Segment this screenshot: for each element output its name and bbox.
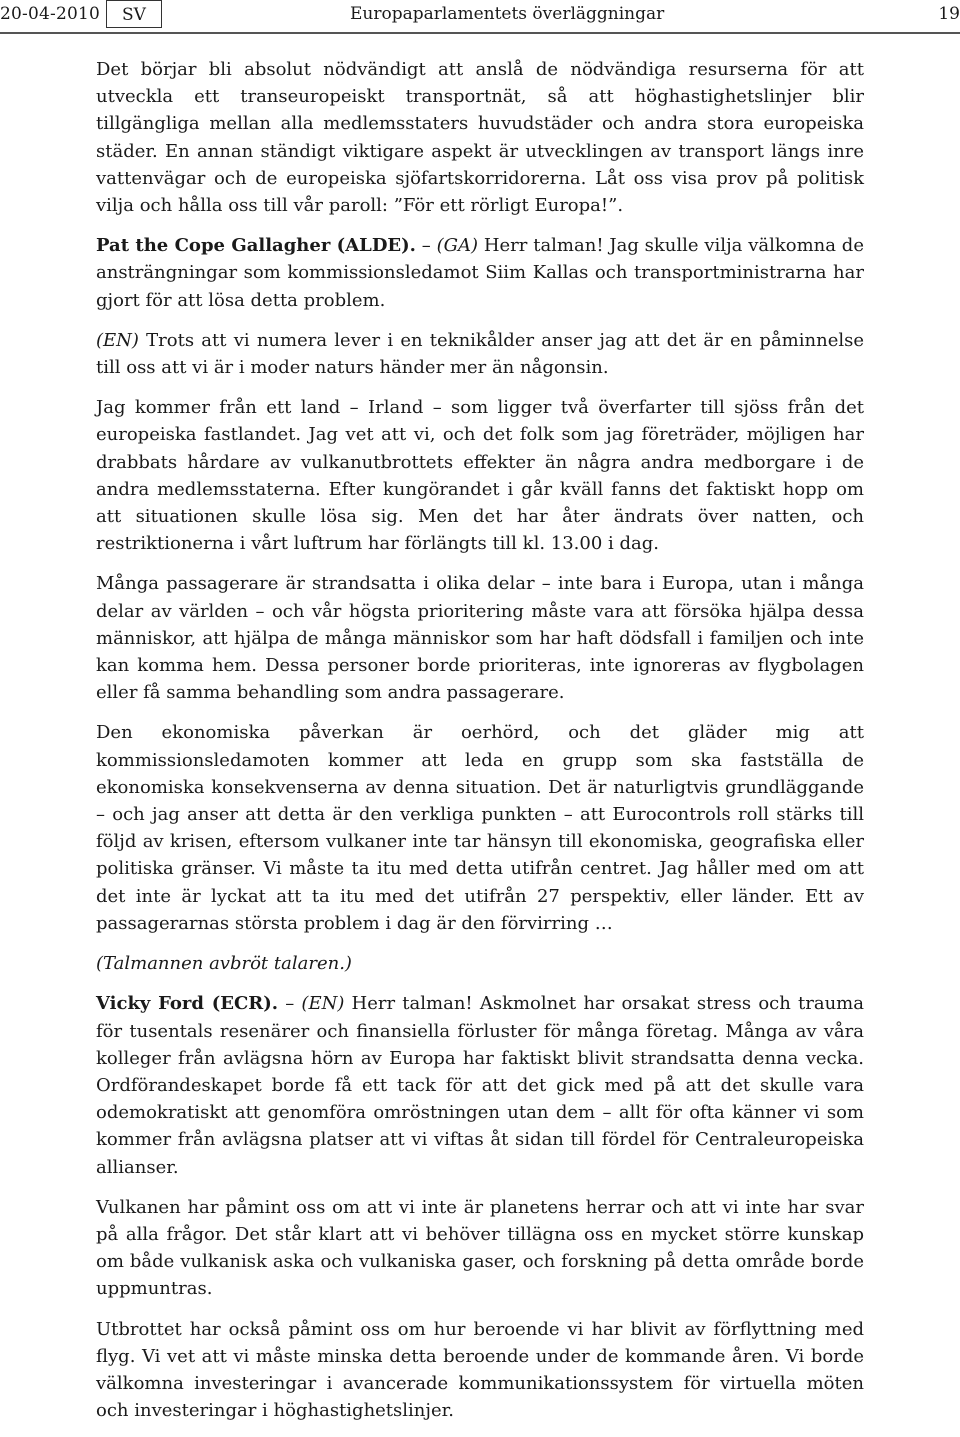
paragraph-2	[96, 232, 864, 314]
speaker-dash: –	[415, 235, 437, 257]
paragraph-4: Jag kommer från ett land – Irland – som ligger två överfarter till sjöss från det europeiska fastlandet. Jag vet att vi, och det folk som jag företräder, möjligen har drabbats hårdare av vulkanutbrottets effekter än några andra medborgare i de andra medlemsstaterna. Efter kungörandet i går kväll fanns det faktiskt hopp om att situationen skulle lösa sig. Men det har åter ändrats över natten, och restriktionerna i vårt luftrum har förlängts till kl. 13.00 i dag.	[96, 397, 864, 555]
paragraph-text: Trots att vi numera lever i en teknikålder anser jag att det är en påminnelse till oss att vi är i moder naturs händer mer än någonsin.	[96, 329, 864, 379]
paragraph-3	[96, 327, 864, 381]
paragraph-8	[96, 990, 864, 1180]
speaker-name: Vicky Ford (ECR).	[96, 993, 279, 1015]
speaker-dash: –	[278, 993, 302, 1015]
paragraph-9: Vulkanen har påmint oss om att vi inte är planetens herrar och att vi inte har svar på alla frågor. Det står klart att vi behöver tillägna oss en mycket större kunskap om både vulkanisk aska och vulkaniska gaser, och forskning på detta område borde uppmuntras.	[96, 1196, 864, 1300]
page-header	[0, 0, 960, 33]
page-number: 19	[938, 4, 960, 24]
chair-interruption-note: (Talmannen avbröt talaren.)	[96, 953, 352, 975]
document-body	[96, 56, 864, 1437]
document-title: Europaparlamentets överläggningar	[350, 4, 665, 24]
header-date: 20-04-2010	[0, 4, 101, 24]
paragraph-text: Herr talman! Askmolnet har orsakat stress och trauma för tusentals resenärer och finansiella förluster för många företag. Många av våra kolleger från avlägsna hörn av Europa har faktiskt blivit strandsatta denna vecka. Ordförandeskapet borde få ett tack för att det gick med på att det skulle vara odemokratiskt att genomföra omröstningen utan dem – allt för ofta känner vi som kommer från avlägsna platser att vi viftas åt sidan till fördel för Centraleuropeiska allianser.	[96, 993, 864, 1178]
paragraph-5: Många passagerare är strandsatta i olika delar – inte bara i Europa, utan i många delar av världen – och vår högsta prioritering måste vara att försöka hjälpa dessa människor, att hjälpa de många människor som har haft dödsfall i familjen och inte kan komma hem. Dessa personer borde prioriteras, inte ignoreras av flygbolagen eller få samma behandling som andra passagerare.	[96, 573, 864, 704]
paragraph-1: Det börjar bli absolut nödvändigt att anslå de nödvändiga resurserna för att utveckla ett transeuropeiskt transportnät, så att höghastighetslinjer blir tillgängliga mellan alla medlemsstaters huvudstäder och andra stora europeiska städer. En annan ständigt viktigare aspekt är utvecklingen av transport längs inre vattenvägar och de europeiska sjöfartskorridorerna. Låt oss visa prov på politisk vilja och hålla oss till vår paroll: ”För ett rörligt Europa!”.	[96, 59, 864, 217]
paragraph-6: Den ekonomiska påverkan är oerhörd, och det gläder mig att kommissionsledamoten kommer att leda en grupp som ska fastställa de ekonomiska konsekvenserna av denna situation. Det är naturligtvis grundläggande – och jag anser att detta är den verkliga punkten – att Eurocontrols roll stärks till följd av krisen, eftersom vulkaner inte tar hänsyn till ekonomiska, geografiska eller politiska gränser. Vi måste ta itu med detta utifrån centret. Jag håller med om att det inte är lyckat att ta itu med det utifrån 27 perspektiv, eller länder. Ett av passagerarnas största problem i dag är den förvirring …	[96, 722, 864, 934]
language-tag: (EN)	[301, 993, 345, 1015]
speaker-name: Pat the Cope Gallagher (ALDE).	[96, 235, 416, 257]
header-rule	[0, 32, 960, 34]
language-tag: (GA)	[436, 235, 479, 257]
language-badge: SV	[106, 0, 162, 28]
language-tag: (EN)	[96, 329, 139, 351]
paragraph-10: Utbrottet har också påmint oss om hur beroende vi har blivit av förflyttning med flyg. Vi vet att vi måste minska detta beroende under de kommande åren. Vi borde välkomna investeringar i avancerade kommunikationssystem för virtuella möten och investeringar i höghastighetslinjer.	[96, 1318, 864, 1422]
paragraph-text: Herr talman! Jag skulle vilja välkomna de ansträngningar som kommissionsledamot Siim Kallas och transportministrarna har gjort för att lösa detta problem.	[96, 235, 864, 311]
